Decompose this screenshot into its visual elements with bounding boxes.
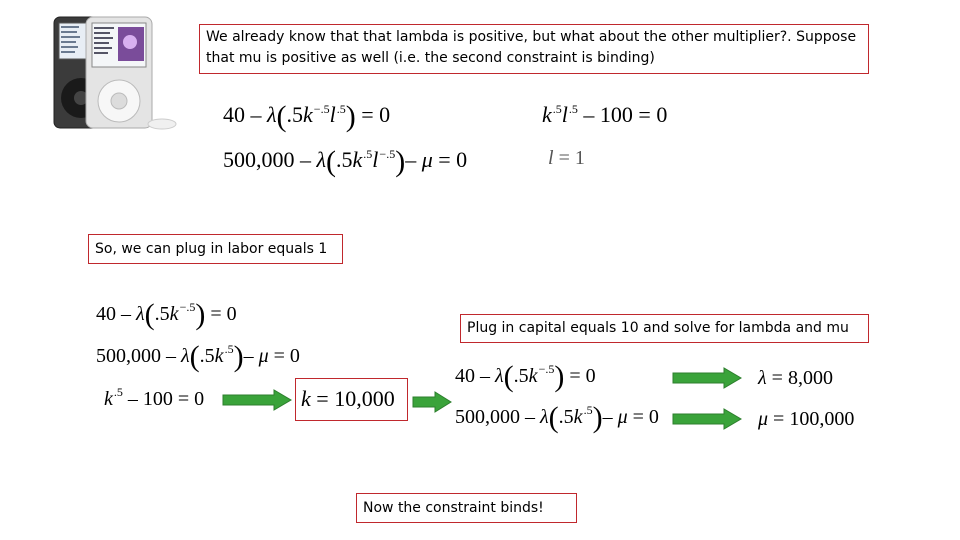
arrow-right-icon [222, 389, 292, 411]
eq-foc-k-final: $40 - \lambda(.5k^{-.5}) = 0$ [455, 360, 596, 393]
capital-result-box [295, 378, 408, 421]
eq-capital-result: k = 10,000 [301, 386, 395, 411]
ipod-image [50, 14, 180, 134]
eq-foc-l-sub: $500,000 - \lambda(.5k^{.5})-$ μ = 0 [96, 340, 300, 373]
constraint-binds-box: Now the constraint binds! [356, 493, 577, 523]
eq-labor-one: l = 1 [548, 147, 585, 169]
eq-mu-result: μ = 100,000 [758, 408, 855, 430]
eq-foc-l-final: $500,000 - \lambda(.5k^{.5})-$ μ = 0 [455, 401, 659, 434]
intro-box: We already know that that lambda is positive, but what about the other multiplier?. Suppose that mu is positive as well (i.e. the second constraint is binding) [199, 24, 869, 74]
eq-foc-k-sub: $40 - \lambda(.5k^{-.5}) = 0$ [96, 298, 237, 331]
eq-constraint-top: $k^{.5}l^{.5} - 100 = 0$ [542, 102, 668, 127]
arrow-right-icon [672, 367, 742, 389]
eq-foc-l-top: $500,000 - \lambda(.5k^{.5}l^{-.5})-$ μ = 0 [223, 145, 468, 178]
eq-foc-k-top: $40 - \lambda(.5k^{-.5}l^{.5}) = 0$ [223, 100, 391, 133]
eq-constraint-sub: $k^{.5} - 100 = 0$ [104, 385, 205, 410]
eq-lambda-result: λ = 8,000 [758, 367, 833, 389]
plug-labor-box: So, we can plug in labor equals 1 [88, 234, 343, 264]
arrow-right-icon [672, 408, 742, 430]
arrow-right-icon [412, 391, 452, 413]
plug-capital-box: Plug in capital equals 10 and solve for lambda and mu [460, 314, 869, 343]
